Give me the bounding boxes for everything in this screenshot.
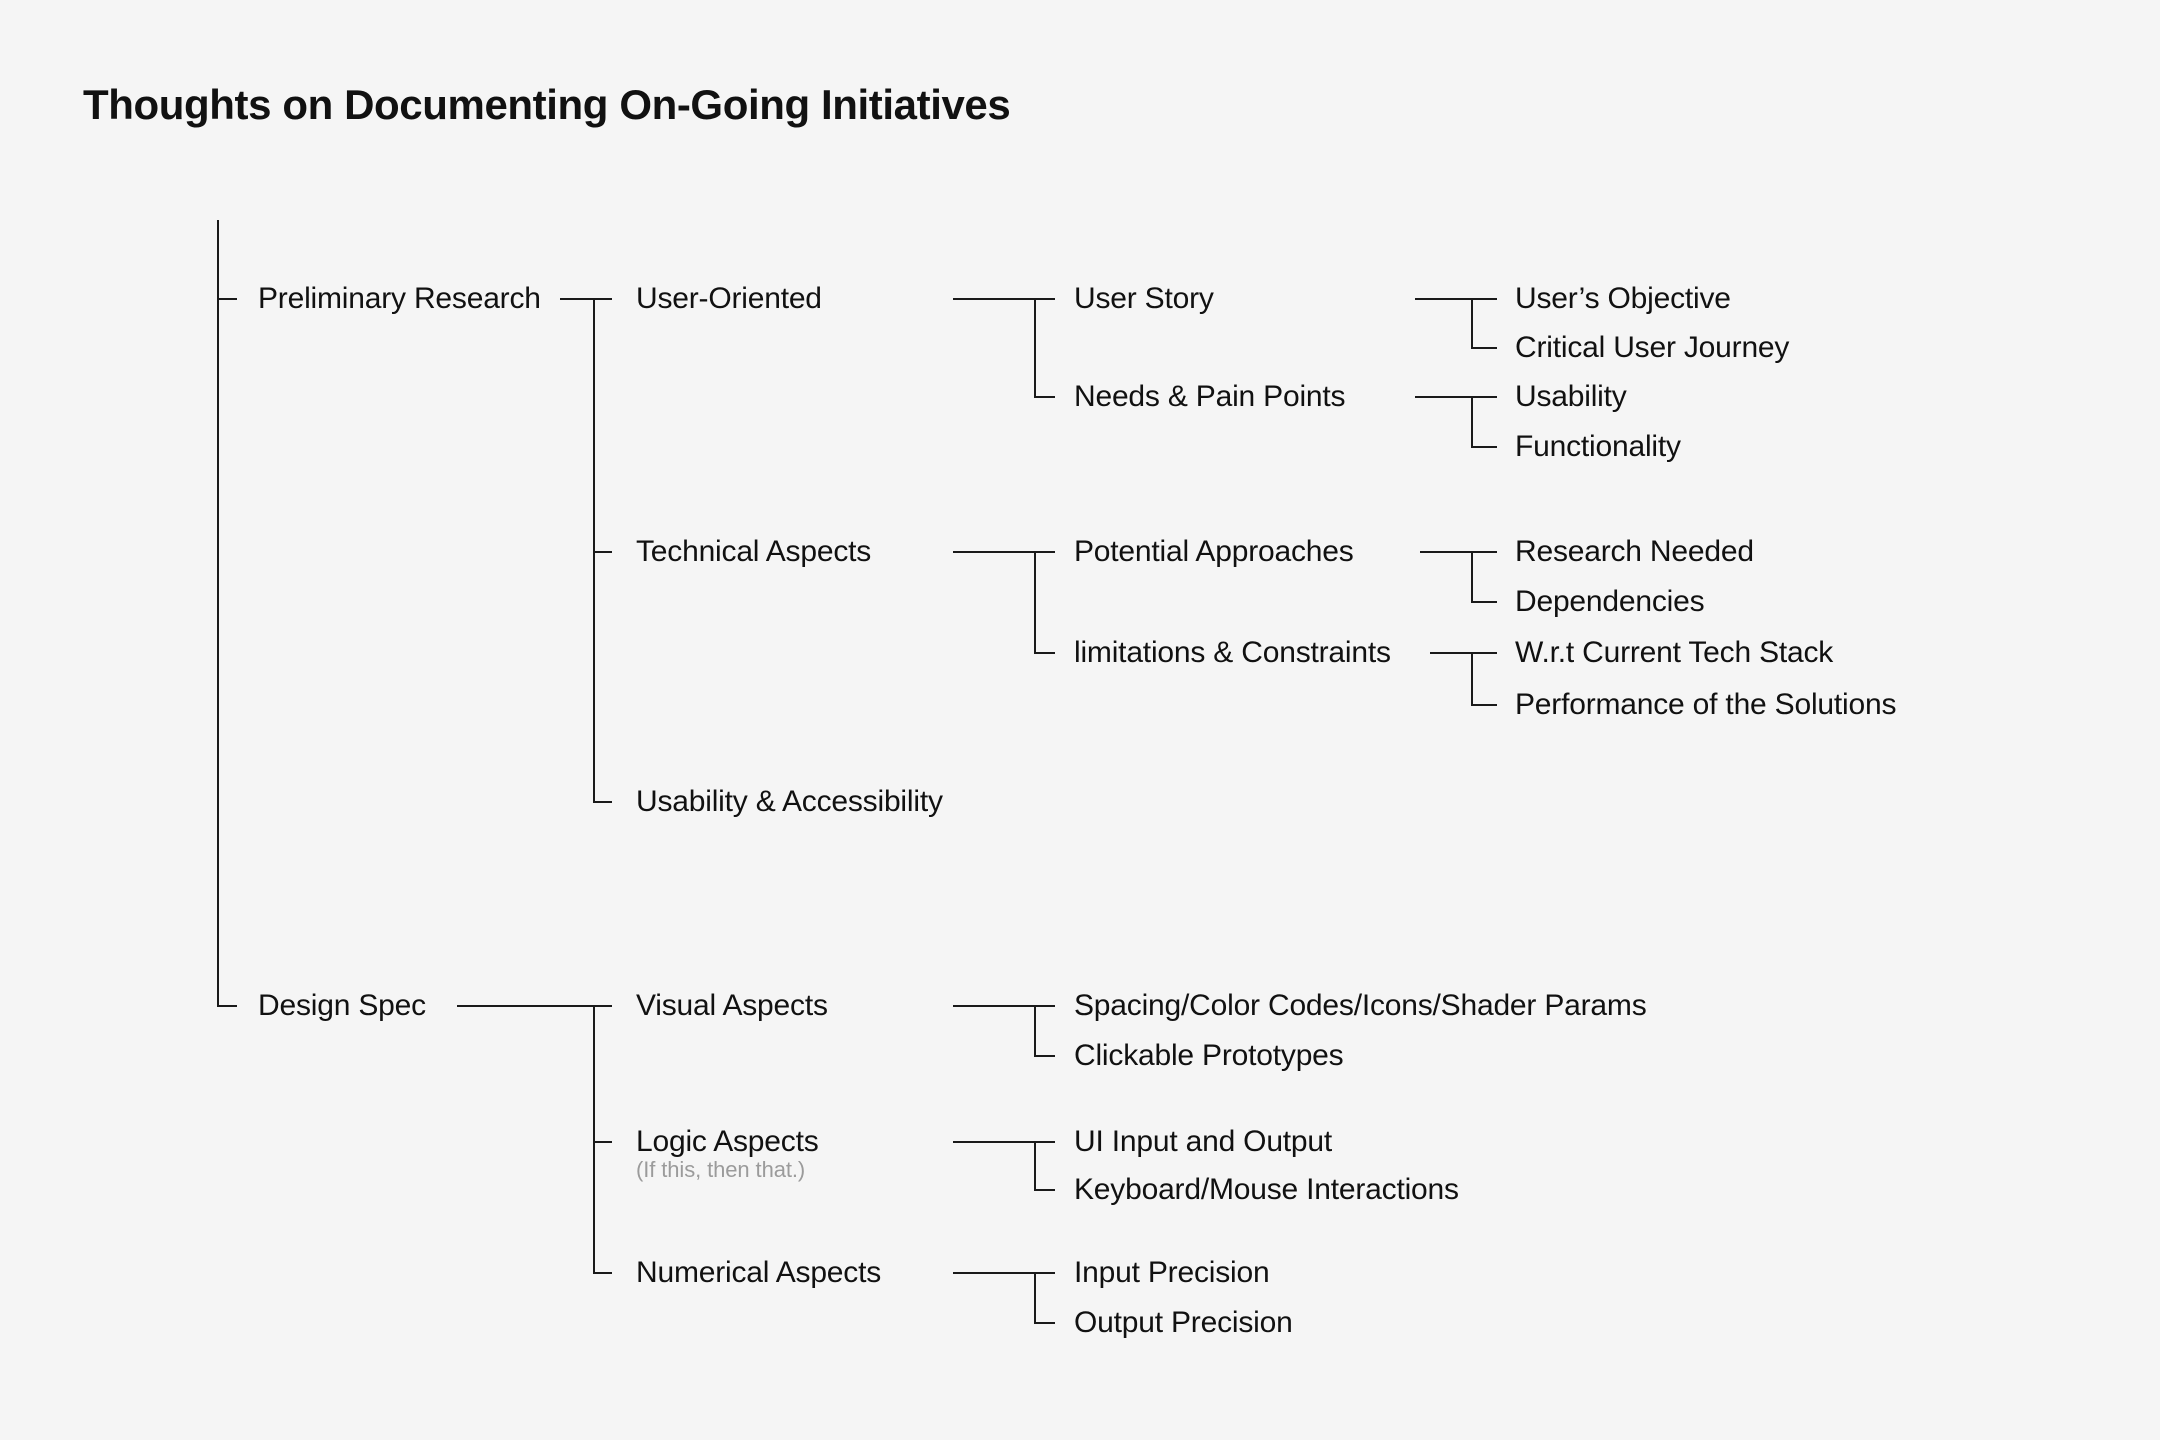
node-keyboard-mouse-interactions[interactable]: Keyboard/Mouse Interactions xyxy=(1074,1172,1459,1206)
node-user-story[interactable]: User Story xyxy=(1074,281,1214,315)
node-critical-user-journey[interactable]: Critical User Journey xyxy=(1515,330,1790,364)
node-potential-approaches[interactable]: Potential Approaches xyxy=(1074,534,1354,568)
node-research-needed[interactable]: Research Needed xyxy=(1515,534,1754,568)
node-needs-pain-points[interactable]: Needs & Pain Points xyxy=(1074,379,1346,413)
node-input-precision[interactable]: Input Precision xyxy=(1074,1255,1270,1289)
node-limitations-constraints[interactable]: limitations & Constraints xyxy=(1074,635,1391,669)
group-user-story-line xyxy=(1415,299,1497,348)
node-functionality[interactable]: Functionality xyxy=(1515,429,1681,463)
node-visual-aspects[interactable]: Visual Aspects xyxy=(636,988,828,1022)
node-performance-of-the-solutions[interactable]: Performance of the Solutions xyxy=(1515,687,1897,721)
group-technical-aspects-line xyxy=(953,552,1055,653)
group-visual-aspects-line xyxy=(953,1006,1055,1056)
node-logic-aspects[interactable]: Logic Aspects xyxy=(636,1124,819,1158)
branch-preliminary-research-line xyxy=(560,299,612,802)
group-potential-approaches-line xyxy=(1420,552,1497,602)
node-dependencies[interactable]: Dependencies xyxy=(1515,584,1705,618)
node-ui-input-and-output[interactable]: UI Input and Output xyxy=(1074,1124,1333,1158)
node-logic-aspects-note: (If this, then that.) xyxy=(636,1157,806,1182)
node-preliminary-research[interactable]: Preliminary Research xyxy=(258,281,541,315)
node-users-objective[interactable]: User’s Objective xyxy=(1515,281,1731,315)
node-clickable-prototypes[interactable]: Clickable Prototypes xyxy=(1074,1038,1344,1072)
branch-design-spec-line xyxy=(457,1006,612,1273)
group-numerical-aspects-line xyxy=(953,1273,1055,1323)
group-needs-pain-points-line xyxy=(1415,397,1497,447)
node-output-precision[interactable]: Output Precision xyxy=(1074,1305,1293,1339)
node-user-oriented[interactable]: User-Oriented xyxy=(636,281,822,315)
trunk-root-line xyxy=(218,220,237,1006)
group-logic-aspects-line xyxy=(953,1142,1055,1190)
node-technical-aspects[interactable]: Technical Aspects xyxy=(636,534,872,568)
node-numerical-aspects[interactable]: Numerical Aspects xyxy=(636,1255,882,1289)
group-limitations-constraints-line xyxy=(1430,653,1497,705)
node-design-spec[interactable]: Design Spec xyxy=(258,988,426,1022)
node-spacing-color-codes-icons-shader-params[interactable]: Spacing/Color Codes/Icons/Shader Params xyxy=(1074,988,1647,1022)
node-usability[interactable]: Usability xyxy=(1515,379,1627,413)
node-usability-accessibility[interactable]: Usability & Accessibility xyxy=(636,784,943,818)
group-user-oriented-line xyxy=(953,299,1055,397)
page-title[interactable]: Thoughts on Documenting On-Going Initiatives xyxy=(83,81,1011,128)
node-wrt-current-tech-stack[interactable]: W.r.t Current Tech Stack xyxy=(1515,635,1834,669)
